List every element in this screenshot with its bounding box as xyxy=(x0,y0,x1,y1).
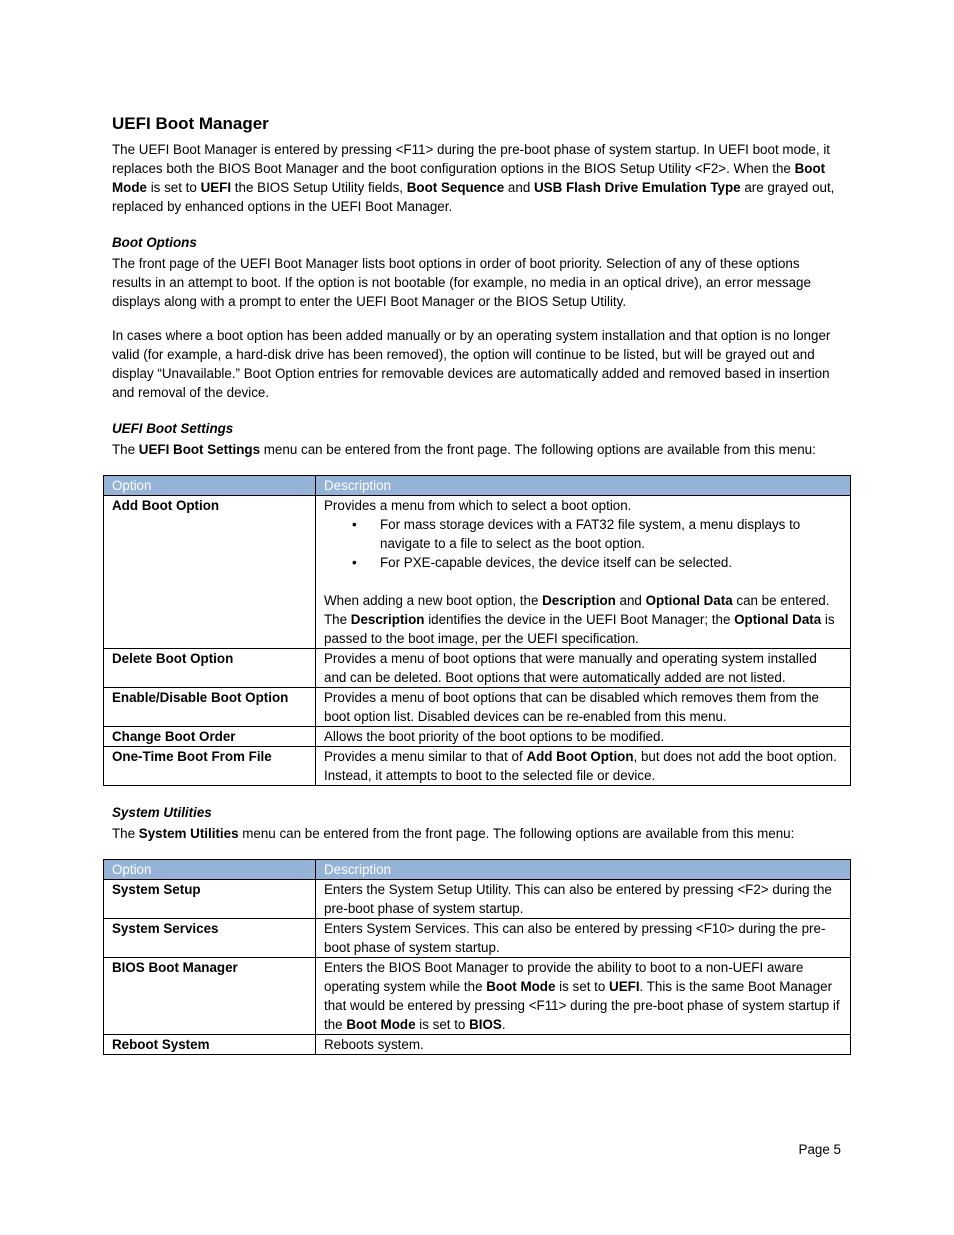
table-header-row xyxy=(104,860,851,880)
intro-text: the BIOS Setup Utility fields, xyxy=(231,180,407,195)
page-title: UEFI Boot Manager xyxy=(112,114,269,133)
description-text: Provides a menu from which to select a boot option. xyxy=(324,498,632,513)
description-cell: Enters the System Setup Utility. This can also be entered by pressing <F2> during the pre-boot phase of system startup. xyxy=(316,880,851,919)
intro-text: The xyxy=(112,442,139,457)
list-item: • For PXE-capable devices, the device itself can be selected. xyxy=(380,553,842,572)
option-cell: BIOS Boot Manager xyxy=(104,958,316,1035)
option-cell: Add Boot Option xyxy=(104,496,316,649)
description-cell: Enters the BIOS Boot Manager to provide the ability to boot to a non-UEFI aware operating system while the Boot Mode is set to UEFI. This is the same Boot Manager that would be entered by pressing <F11> during the pre-boot phase of system startup if the Boot Mode is set to BIOS. xyxy=(316,958,851,1035)
option-cell: System Setup xyxy=(104,880,316,919)
table-row xyxy=(104,747,851,786)
table-row xyxy=(104,958,851,1035)
intro-bold: Boot Mode xyxy=(112,161,826,195)
intro-text: menu can be entered from the front page. The following options are available from this menu: xyxy=(260,442,816,457)
column-header-option: Option xyxy=(104,860,316,880)
uefi-boot-settings-intro xyxy=(112,440,840,459)
table-row xyxy=(104,1035,851,1055)
table-row xyxy=(104,688,851,727)
description-cell: Reboots system. xyxy=(316,1035,851,1055)
bullet-list xyxy=(324,515,842,572)
system-utilities-heading: System Utilities xyxy=(112,805,212,820)
column-header-description: Description xyxy=(316,860,851,880)
option-cell: One-Time Boot From File xyxy=(104,747,316,786)
intro-text: The xyxy=(112,826,139,841)
intro-text: menu can be entered from the front page. The following options are available from this menu: xyxy=(238,826,795,841)
document-page xyxy=(112,113,840,1055)
intro-text: The UEFI Boot Manager is entered by pressing <F11> during the pre-boot phase of system startup. In UEFI boot mode, it replaces both the BIOS Boot Manager and the boot configuration options in the BIOS Setup Utility <F2>. When the xyxy=(112,142,831,176)
option-cell: Delete Boot Option xyxy=(104,649,316,688)
page-number: Page 5 xyxy=(798,1142,841,1157)
option-cell: Change Boot Order xyxy=(104,727,316,747)
table-row xyxy=(104,649,851,688)
spacer xyxy=(324,572,842,591)
intro-paragraph xyxy=(112,140,840,216)
intro-bold: System Utilities xyxy=(138,826,239,841)
intro-bold: UEFI xyxy=(200,180,232,195)
intro-text: is set to xyxy=(146,180,201,195)
intro-bold: USB Flash Drive Emulation Type xyxy=(534,180,741,195)
boot-options-paragraph-1: The front page of the UEFI Boot Manager lists boot options in order of boot priority. Selection of any of these options results in an attempt to boot. If the option is not bootable (for example, no media in an optical drive), an error message displays along with a prompt to enter the UEFI Boot Manager or the BIOS Setup Utility. xyxy=(112,256,811,309)
table-header-row xyxy=(104,476,851,496)
table-row xyxy=(104,880,851,919)
table-row xyxy=(104,496,851,649)
description-cell: Provides a menu of boot options that can be disabled which removes them from the boot option list. Disabled devices can be re-enabled from this menu. xyxy=(316,688,851,727)
table-row xyxy=(104,919,851,958)
option-cell: Enable/Disable Boot Option xyxy=(104,688,316,727)
system-utilities-intro xyxy=(112,824,840,843)
intro-text: and xyxy=(504,180,534,195)
uefi-boot-settings-heading: UEFI Boot Settings xyxy=(112,421,234,436)
table-row xyxy=(104,727,851,747)
description-cell: Provides a menu of boot options that were manually and operating system installed and can be deleted. Boot options that were automatically added are not listed. xyxy=(316,649,851,688)
description-cell: Provides a menu similar to that of Add Boot Option, but does not add the boot option. Instead, it attempts to boot to the selected file or device. xyxy=(316,747,851,786)
intro-text: are grayed out, replaced by enhanced options in the UEFI Boot Manager. xyxy=(112,180,835,214)
description-cell: Allows the boot priority of the boot options to be modified. xyxy=(316,727,851,747)
list-item: • For mass storage devices with a FAT32 file system, a menu displays to navigate to a file to select as the boot option. xyxy=(380,515,842,553)
option-cell: Reboot System xyxy=(104,1035,316,1055)
intro-bold: UEFI Boot Settings xyxy=(138,442,261,457)
description-text: When adding a new boot option, the Description and Optional Data can be entered. The Description identifies the device in the UEFI Boot Manager; the Optional Data is passed to the boot image, per the UEFI specification. xyxy=(324,593,835,646)
column-header-description: Description xyxy=(316,476,851,496)
option-cell: System Services xyxy=(104,919,316,958)
intro-bold: Boot Sequence xyxy=(406,180,505,195)
system-utilities-table xyxy=(103,859,851,1055)
description-cell: Enters System Services. This can also be entered by pressing <F10> during the pre-boot phase of system startup. xyxy=(316,919,851,958)
boot-options-heading: Boot Options xyxy=(112,235,197,250)
uefi-boot-settings-table xyxy=(103,475,851,786)
boot-options-paragraph-2: In cases where a boot option has been added manually or by an operating system installation and that option is no longer valid (for example, a hard-disk drive has been removed), the option will continue to be listed, but will be grayed out and display “Unavailable.” Boot Option entries for removable devices are automatically added and removed based in insertion and removal of the device. xyxy=(112,328,831,400)
description-cell xyxy=(316,496,851,649)
column-header-option: Option xyxy=(104,476,316,496)
